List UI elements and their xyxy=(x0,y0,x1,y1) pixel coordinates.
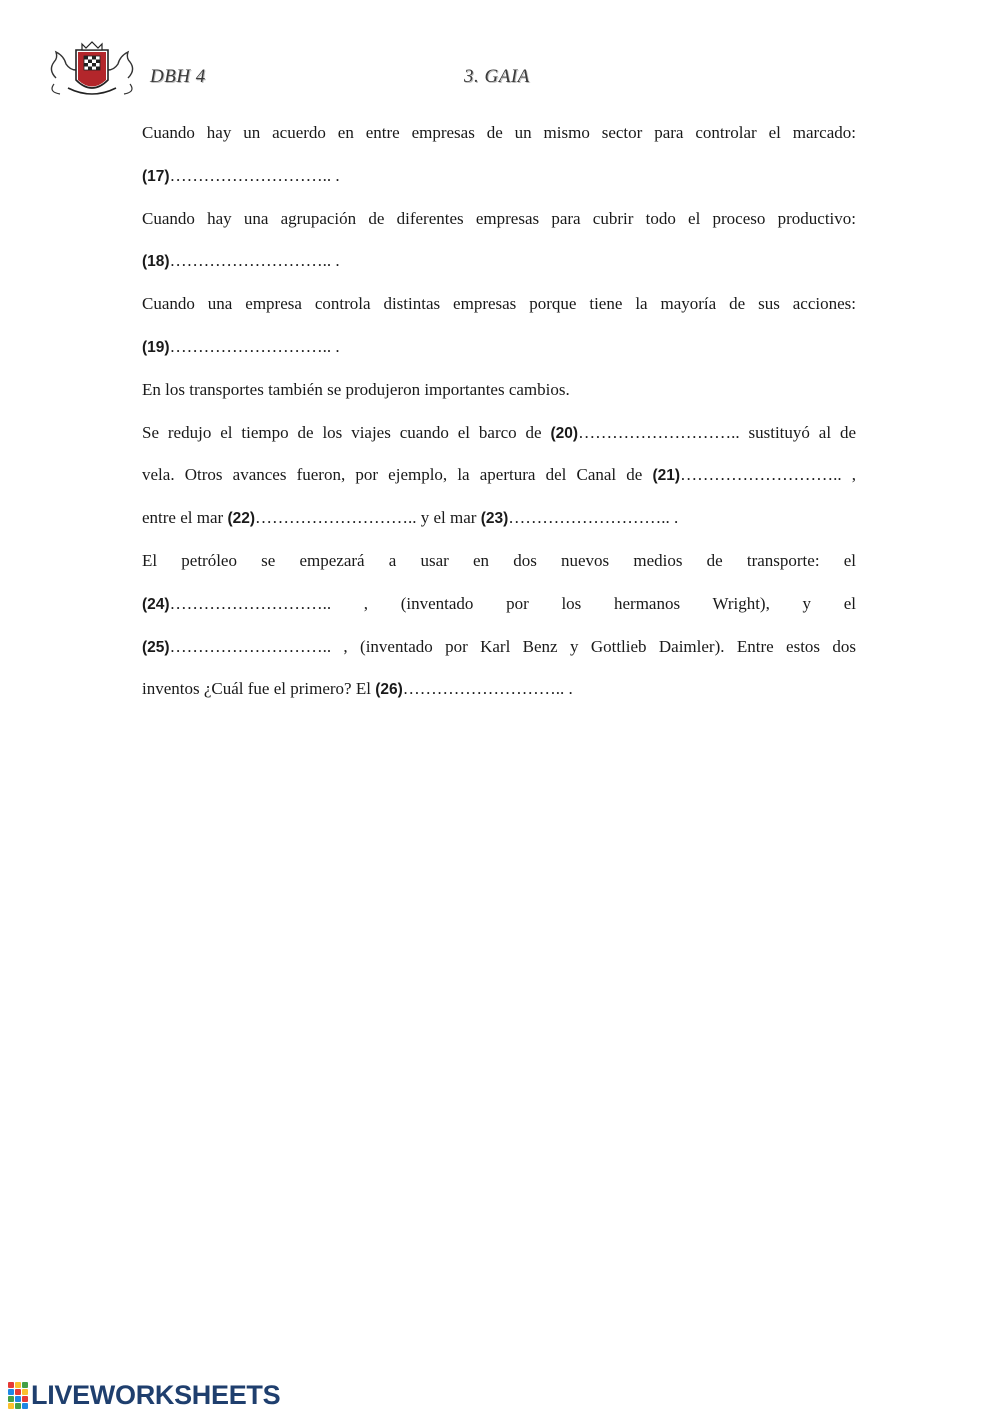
school-crest-icon xyxy=(46,40,138,102)
text-line xyxy=(142,369,856,412)
text-fragment: vela. Otros avances fueron, por ejemplo, la apertura del Canal de xyxy=(142,465,653,485)
text-line xyxy=(142,198,856,241)
blank-number: (20) xyxy=(550,424,579,442)
text-fragment: ……………………….. , (inventado por los hermanos Wright), y el xyxy=(169,593,856,613)
worksheet-text xyxy=(142,112,856,711)
text-line xyxy=(142,412,856,455)
liveworksheets-logo-icon xyxy=(8,1382,28,1408)
text-fragment: El petróleo se empezará a usar en dos nuevos medios de transporte: el xyxy=(142,550,856,570)
text-fragment: entre el mar xyxy=(142,508,228,528)
text-fragment: Cuando hay una agrupación de diferentes empresas para cubrir todo el proceso productivo: xyxy=(142,208,856,228)
text-line xyxy=(142,540,856,583)
text-line xyxy=(142,668,856,711)
text-line xyxy=(142,240,856,283)
course-label: DBH 4 xyxy=(150,66,206,87)
text-fragment: Se redujo el tiempo de los viajes cuando el barco de xyxy=(142,422,551,442)
blank-number: (19) xyxy=(142,338,170,356)
text-fragment: ……………………….. y el mar xyxy=(255,508,481,528)
text-line xyxy=(142,454,856,497)
text-fragment: ……………………….. . xyxy=(169,165,340,185)
text-fragment: ……………………….. . xyxy=(169,336,340,356)
brand-wordmark: LIVEWORKSHEETS xyxy=(31,1379,281,1410)
blank-number: (23) xyxy=(480,510,509,528)
blank-number: (17) xyxy=(142,167,170,185)
text-line xyxy=(142,155,856,198)
text-fragment: ……………………….. , (inventado por Karl Benz y Gottlieb Daimler). Entre estos dos xyxy=(169,636,856,656)
text-fragment: Cuando hay un acuerdo en entre empresas de un mismo sector para controlar el marcado: xyxy=(142,123,856,142)
text-line xyxy=(142,626,856,669)
text-fragment: ……………………….. sustituyó al de xyxy=(578,422,856,442)
text-line xyxy=(142,283,856,326)
text-fragment: inventos ¿Cuál fue el primero? El xyxy=(142,679,376,699)
liveworksheets-footer xyxy=(8,1380,280,1410)
unit-title: 3. GAIA xyxy=(464,66,530,87)
blank-number: (18) xyxy=(142,253,170,271)
blank-number: (24) xyxy=(142,595,170,613)
text-fragment: ……………………….. . xyxy=(508,508,679,528)
blank-number: (22) xyxy=(227,510,256,528)
blank-number: (25) xyxy=(142,638,170,656)
text-fragment: ……………………….. , xyxy=(680,465,856,485)
text-line xyxy=(142,326,856,369)
blank-number: (21) xyxy=(652,467,681,485)
text-fragment: En los transportes también se produjeron importantes cambios. xyxy=(142,379,570,399)
text-fragment: ……………………….. . xyxy=(169,251,340,271)
text-line xyxy=(142,583,856,626)
text-fragment: Cuando una empresa controla distintas empresas porque tiene la mayoría de sus acciones: xyxy=(142,294,856,314)
blank-number: (26) xyxy=(375,681,403,699)
text-fragment: ……………………….. . xyxy=(402,679,573,699)
text-line xyxy=(142,497,856,540)
text-line xyxy=(142,112,856,155)
